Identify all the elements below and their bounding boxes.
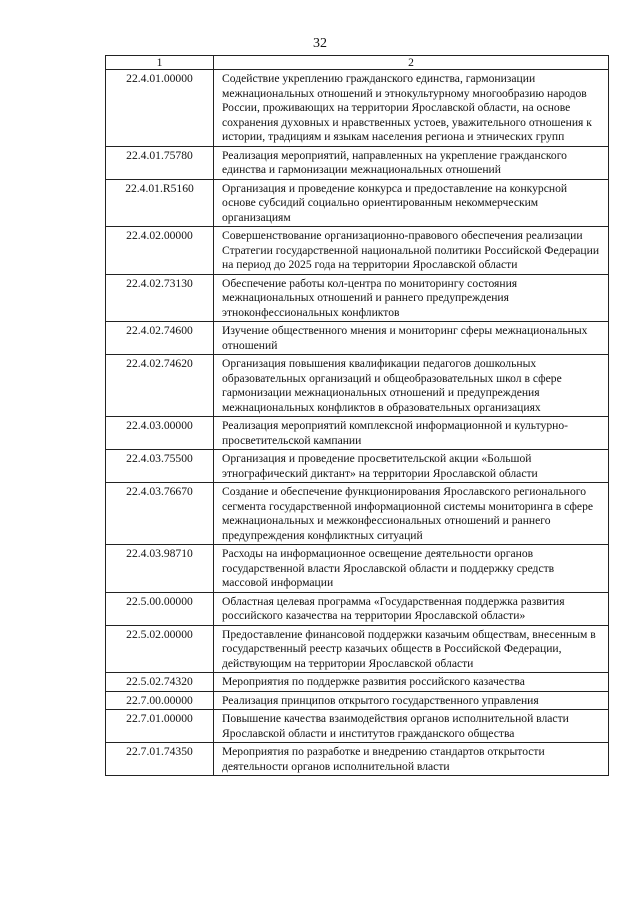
table-row [106, 417, 609, 450]
classification-code: 22.4.02.74620 [106, 355, 214, 417]
item-description: Содействие укреплению гражданского единства, гармонизации межнациональных отношений и этнокультурному многообразию народов России, проживающих на территории Ярославской области, на основе сохранения духовных и нравственных устоев, уважительного отношения к истории, традициям и языкам населения региона и этнических групп [214, 70, 609, 147]
table-row [106, 625, 609, 673]
table-row [106, 179, 609, 227]
item-description: Создание и обеспечение функционирования Ярославского регионального сегмента государственной информационной системы мониторинга в сфере межнациональных и межконфессиональных отношений и раннего предупреждения конфликтных ситуаций [214, 483, 609, 545]
table-row [106, 450, 609, 483]
item-description: Мероприятия по разработке и внедрению стандартов открытости деятельности органов исполнительной власти [214, 743, 609, 776]
classification-code: 22.5.02.74320 [106, 673, 214, 692]
page-number: 32 [313, 36, 327, 51]
classification-code: 22.4.02.73130 [106, 274, 214, 322]
budget-codes-table [105, 55, 609, 776]
item-description: Реализация принципов открытого государственного управления [214, 691, 609, 710]
classification-code: 22.4.01.75780 [106, 146, 214, 179]
item-description: Предоставление финансовой поддержки казачьим обществам, внесенным в государственный реестр казачьих обществ в Российской Федерации, действующим на территории Ярославской области [214, 625, 609, 673]
item-description: Организация и проведение просветительской акции «Большой этнографический диктант» на территории Ярославской области [214, 450, 609, 483]
table-row [106, 70, 609, 147]
table-row [106, 691, 609, 710]
item-description: Совершенствование организационно-правового обеспечения реализации Стратегии государственной национальной политики Российской Федерации на период до 2025 года на территории Ярославской области [214, 227, 609, 275]
classification-code: 22.7.00.00000 [106, 691, 214, 710]
item-description: Организация повышения квалификации педагогов дошкольных образовательных организаций и общеобразовательных школ в сфере гармонизации межнациональных отношений и предупреждения межнациональных конфликтов в образовательных организациях [214, 355, 609, 417]
classification-code: 22.4.02.74600 [106, 322, 214, 355]
table-row [106, 274, 609, 322]
column-header-code: 1 [106, 56, 214, 70]
item-description: Реализация мероприятий, направленных на укрепление гражданского единства и гармонизации межнациональных отношений [214, 146, 609, 179]
item-description: Организация и проведение конкурса и предоставление на конкурсной основе субсидий социально ориентированным некоммерческим организациям [214, 179, 609, 227]
item-description: Повышение качества взаимодействия органов исполнительной власти Ярославской области и институтов гражданского общества [214, 710, 609, 743]
item-description: Обеспечение работы кол-центра по мониторингу состояния межнациональных отношений и раннего предупреждения этноконфессиональных конфликтов [214, 274, 609, 322]
table-row [106, 227, 609, 275]
classification-code: 22.4.03.00000 [106, 417, 214, 450]
table-header-row [106, 56, 609, 70]
table-row [106, 592, 609, 625]
classification-code: 22.4.01.R5160 [106, 179, 214, 227]
item-description: Мероприятия по поддержке развития российского казачества [214, 673, 609, 692]
classification-code: 22.4.01.00000 [106, 70, 214, 147]
item-description: Расходы на информационное освещение деятельности органов государственной власти Ярославской области и поддержку средств массовой информации [214, 545, 609, 593]
table-row [106, 355, 609, 417]
classification-code: 22.4.03.98710 [106, 545, 214, 593]
classification-code: 22.7.01.00000 [106, 710, 214, 743]
table-row [106, 322, 609, 355]
classification-code: 22.4.02.00000 [106, 227, 214, 275]
classification-code: 22.4.03.75500 [106, 450, 214, 483]
item-description: Изучение общественного мнения и мониторинг сферы межнациональных отношений [214, 322, 609, 355]
classification-code: 22.5.00.00000 [106, 592, 214, 625]
table-row [106, 710, 609, 743]
item-description: Областная целевая программа «Государственная поддержка развития российского казачества на территории Ярославской области» [214, 592, 609, 625]
table-row [106, 743, 609, 776]
classification-code: 22.4.03.76670 [106, 483, 214, 545]
column-header-description: 2 [214, 56, 609, 70]
classification-code: 22.7.01.74350 [106, 743, 214, 776]
classification-code: 22.5.02.00000 [106, 625, 214, 673]
table-row [106, 483, 609, 545]
item-description: Реализация мероприятий комплексной информационной и культурно-просветительской кампании [214, 417, 609, 450]
table-row [106, 673, 609, 692]
table-row [106, 545, 609, 593]
table-row [106, 146, 609, 179]
